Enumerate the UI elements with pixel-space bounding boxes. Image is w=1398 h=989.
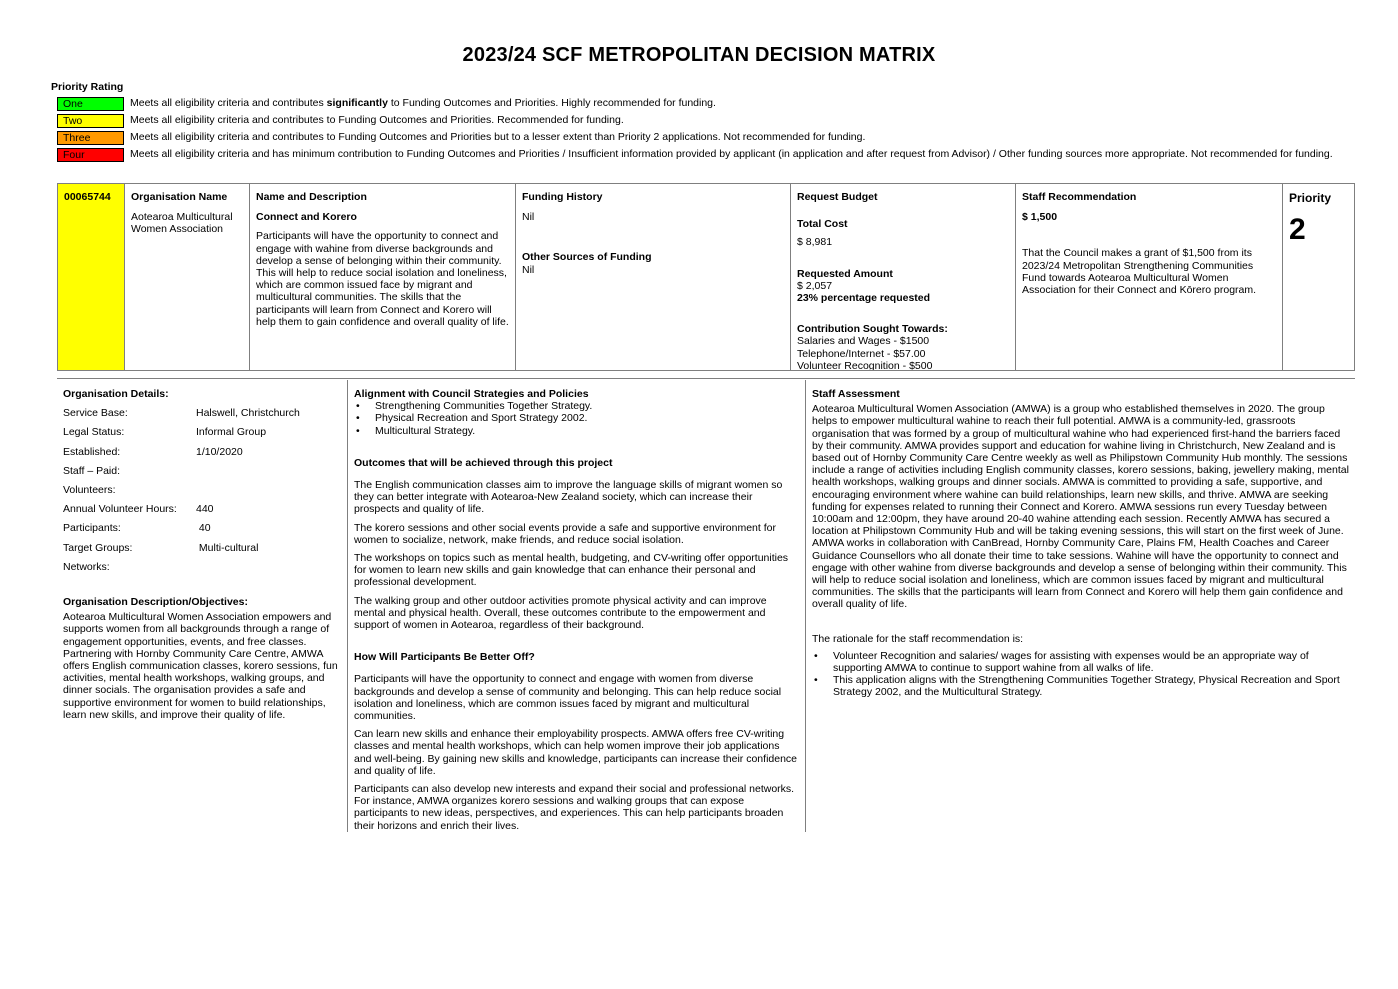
strategy-item: • Multicultural Strategy. [354, 425, 799, 437]
project-description: Participants will have the opportunity to connect and engage with wahine from diverse backgrounds and develop a sense of belonging within their community. This will help to reduce social isolation and loneliness, which are common issued face by migrant and multicultural communities. The skills that the participants will learn from Connect and Korero will help them to gain confidence and overall quality of life. [256, 230, 509, 328]
better-off-paragraph: Participants can also develop new interests and expand their social and professional networks. For instance, AMWA organizes korero sessions and walking groups that can expose participants to new ideas, perspectives, and experiences. This can help participants broaden their horizons and enrich their lives. [354, 783, 795, 832]
details-section [57, 380, 1355, 832]
priority-rating-heading: Priority Rating [51, 81, 124, 93]
funding-history-cell [516, 184, 791, 370]
outcome-paragraph: The walking group and other outdoor activities promote physical activity and can improve mental and physical health. Overall, these outcomes contribute to the empowerment and support of women in Aotearoa, regardless of their background. [354, 594, 767, 632]
org-name-heading: Organisation Name [131, 191, 228, 203]
legend-text-three: Meets all eligibility criteria and contributes to Funding Outcomes and Priorities but to a lesser extent than Priority 2 applications. Not recommended for funding. [130, 131, 866, 143]
detail-value: Informal Group [196, 426, 267, 439]
priority-legend [57, 97, 1347, 165]
priority-heading: Priority [1289, 191, 1332, 205]
application-summary-table [57, 183, 1355, 371]
org-details-list [63, 407, 341, 573]
legend-row-two [57, 114, 1347, 128]
request-budget-cell [791, 184, 1016, 370]
org-description-heading: Organisation Description/Objectives: [63, 596, 248, 609]
request-budget-heading: Request Budget [797, 191, 878, 203]
legend-row-one [57, 97, 1347, 111]
org-description-text: Aotearoa Multicultural Women Association empowers and supports women from all backgrounds through a range of engagement opportunities, events, and free classes. Partnering with Hornby Community Care Centre, AMWA offers English communication classes, korero sessions, fun activities, mental health workshops, walking groups, and dinner socials. The organisation provides a safe and supportive environment for women to build relationships, learn new skills, and improve their quality of life. [63, 611, 338, 721]
organisation-details-column [57, 380, 348, 832]
priority-swatch-four: Four [57, 148, 124, 162]
section-divider [57, 378, 1355, 379]
detail-row-target-groups [63, 542, 341, 554]
percentage-requested: 23% percentage requested [797, 292, 931, 305]
detail-label: Legal Status: [63, 426, 125, 439]
detail-label: Service Base: [63, 407, 128, 420]
funding-history-heading: Funding History [522, 191, 603, 203]
rationale-item: • Volunteer Recognition and salaries/ wages for assisting with expenses would be an appropriate way of supporting AMWA to continue to support wahine from all walks of life. [812, 650, 1349, 674]
legend-row-four [57, 148, 1347, 162]
priority-swatch-three: Three [57, 131, 124, 145]
priority-swatch-one: One [57, 97, 124, 111]
detail-label: Volunteers: [63, 484, 116, 497]
other-sources-value: Nil [522, 263, 535, 276]
name-description-cell [250, 184, 516, 370]
rationale-heading: The rationale for the staff recommendation is: [812, 632, 1024, 645]
detail-label: Annual Volunteer Hours: [63, 503, 177, 516]
contribution-item: Salaries and Wages - $1500 [797, 335, 930, 348]
total-cost-value: $ 8,981 [797, 236, 833, 249]
legend-text-one [130, 97, 716, 109]
detail-value: 40 [196, 522, 211, 535]
org-name: Aotearoa Multicultural Women Association [131, 211, 233, 236]
outcome-paragraph: The English communication classes aim to improve the language skills of migrant women so they can better integrate with Aotearoa-New Zealand society, which can increase their prospects and quality of life. [354, 479, 783, 516]
requested-amount-value: $ 2,057 [797, 279, 833, 292]
page-title: 2023/24 SCF METROPOLITAN DECISION MATRIX [462, 44, 936, 66]
detail-row-volunteers [63, 484, 341, 496]
better-off-paragraph: Participants will have the opportunity to connect and engage with women from diverse backgrounds and develop a sense of community and belonging. This can help reduce social isolation and loneliness, which are common issues faced by migrant and multicultural communities. [354, 673, 782, 723]
rationale-list [812, 650, 1349, 699]
detail-value: 1/10/2020 [196, 445, 243, 458]
requested-amount-heading: Requested Amount [797, 267, 893, 280]
detail-row-established [63, 446, 341, 458]
legend-text-part: to Funding Outcomes and Priorities. Highly recommended for funding. [387, 97, 716, 109]
strategy-item: • Strengthening Communities Together Strategy. [354, 400, 799, 412]
detail-label: Established: [63, 445, 121, 458]
detail-value: Halswell, Christchurch [196, 407, 300, 420]
legend-text-part: Meets all eligibility criteria and contributes [130, 97, 327, 109]
name-description-heading: Name and Description [256, 191, 367, 203]
other-sources-heading: Other Sources of Funding [522, 251, 652, 264]
staff-recommendation-cell [1016, 184, 1283, 370]
funding-history-value: Nil [522, 211, 535, 224]
better-off-paragraph: Can learn new skills and enhance their employability prospects. AMWA offers free CV-writing classes and mental health workshops, which can help women improve their job applications and well-being. By gaining new skills and knowledge, participants can increase their confidence and quality of life. [354, 728, 798, 777]
contribution-item: Telephone/Internet - $57.00 [797, 347, 926, 360]
project-name: Connect and Korero [256, 211, 357, 224]
rationale-item: • This application aligns with the Strengthening Communities Together Strategy, Physical Recreation and Sport Strategy 2002, and the Multicultural Strategy. [812, 674, 1349, 698]
legend-text-four: Meets all eligibility criteria and has minimum contribution to Funding Outcomes and Priorities / Insufficient information provided by applicant (in application and after request from Advisor) / Other funding sources more appropriate. Not recommended for funding. [130, 148, 1333, 160]
alignment-column [348, 380, 806, 832]
legend-text-emphasis: significantly [326, 97, 388, 109]
detail-row-networks [63, 561, 341, 573]
detail-row-volunteer-hours [63, 503, 341, 515]
priority-swatch-two: Two [57, 114, 124, 128]
outcome-paragraph: The korero sessions and other social events provide a safe and supportive environment for women to socialize, network, make friends, and reduce social isolation. [354, 521, 776, 546]
org-name-cell [125, 184, 250, 370]
strategy-item: • Physical Recreation and Sport Strategy 2002. [354, 412, 799, 424]
staff-recommendation-amount: $ 1,500 [1022, 211, 1058, 224]
outcomes-heading: Outcomes that will be achieved through this project [354, 456, 613, 469]
detail-value: 440 [196, 503, 214, 516]
detail-value: Multi-cultural [196, 541, 259, 554]
staff-recommendation-heading: Staff Recommendation [1022, 191, 1137, 203]
org-details-heading: Organisation Details: [63, 388, 169, 400]
better-off-heading: How Will Participants Be Better Off? [354, 651, 535, 664]
application-id: 00065744 [58, 184, 125, 370]
total-cost-heading: Total Cost [797, 218, 848, 231]
strategy-list [354, 400, 799, 437]
contribution-heading: Contribution Sought Towards: [797, 323, 948, 336]
detail-row-service-base [63, 407, 341, 419]
legend-text-two: Meets all eligibility criteria and contributes to Funding Outcomes and Priorities. Recommended for funding. [130, 114, 624, 126]
detail-label: Networks: [63, 560, 110, 573]
priority-cell [1283, 184, 1354, 370]
detail-label: Participants: [63, 522, 121, 535]
staff-assessment-heading: Staff Assessment [812, 388, 900, 400]
alignment-heading: Alignment with Council Strategies and Policies [354, 388, 589, 400]
priority-value: 2 [1289, 213, 1306, 246]
detail-row-participants [63, 522, 341, 534]
legend-row-three [57, 131, 1347, 145]
detail-row-legal-status [63, 426, 341, 438]
detail-row-staff-paid [63, 465, 341, 477]
staff-assessment-text: Aotearoa Multicultural Women Association (AMWA) is a group who established themselves in 2020. The group helps to empower multicultural wahine to reach their full potential. AMWA is a community-led, grassroots organisation that was formed by a group of multicultural wahine who had experienced first-hand the barriers faced by their community. AMWA provides support and education for wahine living in Christchurch, New Zealand and is based out of Hornby Community Care Centre weekly as well as Philipstown Community Hub monthly. The sessions include a range of activities including English community classes, korero sessions, baking, jewellery making, mental health workshops, walking groups and dinner socials. AMWA is committed to providing a safe, supportive, and encouraging environment where wahine can build relationships, learn new skills, and thrive. AMWA are seeking funding for expenses related to running their Connect and Korero. AMWA sessions run every Tuesday between 10:00am and 12:00pm, they have around 20-40 wahine attending each session. Recently AMWA has secured a location at Philipstown Community Hub and will be taking evening sessions, this will start on the first week of June. AMWA works in collaboration with CanBread, Hornby Community Care, Plains FM, Health Coaches and Career Guidance Counsellors who all donate their time to take sessions. Wahine will have the opportunity to connect and engage with other wahine from diverse backgrounds and develop a sense of belonging within their community. This will help to reduce social isolation and loneliness, which are common issues faced by migrant and multicultural communities. The skills that the participants will learn from Connect and Korero will help them gain confidence and overall quality of life. [812, 403, 1349, 611]
staff-recommendation-text: That the Council makes a grant of $1,500 from its 2023/24 Metropolitan Strengthening Communities Fund towards Aotearoa Multicultural Women Association for their Connect and Kōrero program. [1022, 247, 1257, 297]
detail-label: Staff – Paid: [63, 464, 121, 477]
detail-label: Target Groups: [63, 541, 133, 554]
contribution-item: Volunteer Recognition - $500 [797, 359, 933, 370]
staff-assessment-column [806, 380, 1355, 832]
outcome-paragraph: The workshops on topics such as mental health, budgeting, and CV-writing offer opportunities for women to learn new skills and gain knowledge that can enhance their personal and professional development. [354, 552, 789, 589]
